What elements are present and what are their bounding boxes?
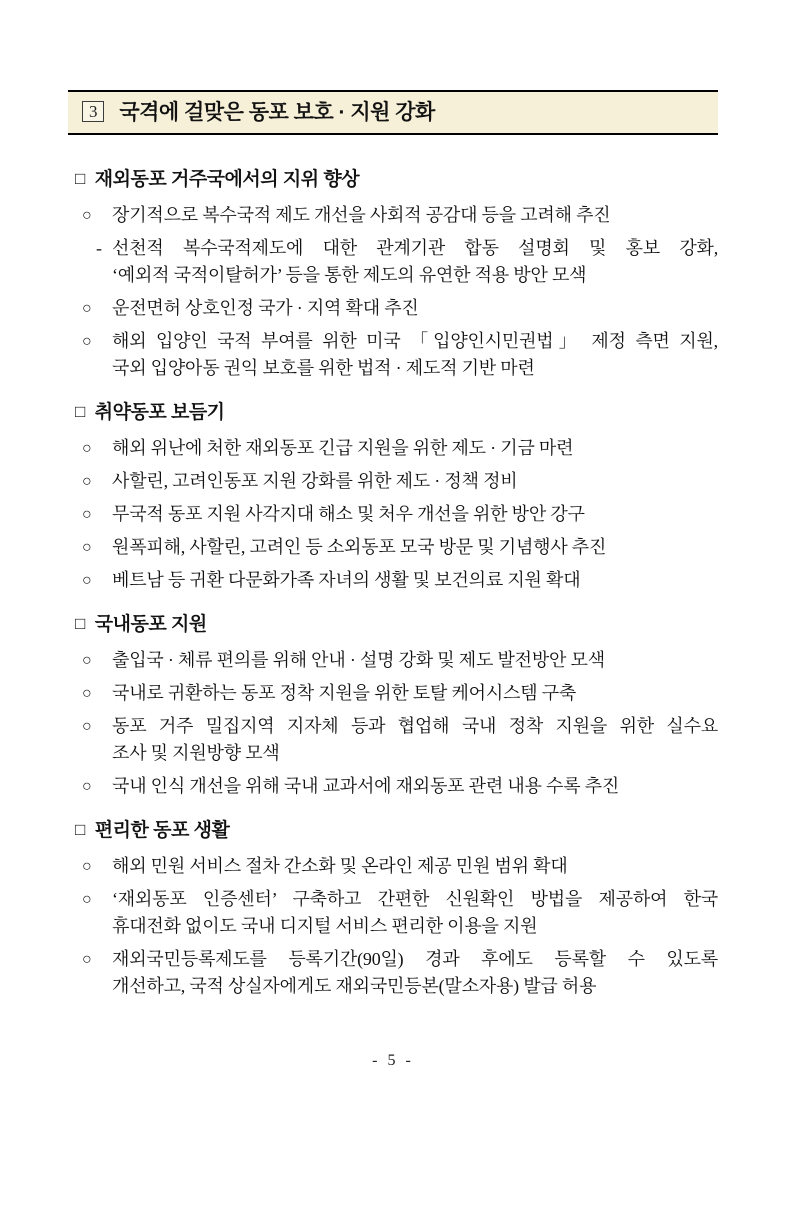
circle-bullet-icon: ○: [82, 473, 92, 490]
circle-bullet-icon: ○: [82, 207, 92, 224]
circle-bullet-icon: ○: [82, 858, 92, 875]
square-marker-icon: □: [75, 820, 85, 839]
section-heading: [68, 396, 718, 429]
bullet-text-line: ‘재외동포 인증센터’ 구축하고 간편한 신원확인 방법을 제공하여 한국: [112, 889, 718, 909]
bullet-text-line: 베트남 등 귀환 다문화가족 자녀의 생활 및 보건의료 지원 확대: [112, 570, 581, 590]
circle-bullet-icon: ○: [82, 539, 92, 556]
circle-bullet-icon: ○: [82, 778, 92, 795]
bullet-text-line: 출입국 · 체류 편의를 위해 안내 · 설명 강화 및 제도 발전방안 모색: [112, 650, 605, 670]
bullet-text-line: 사할린, 고려인동포 지원 강화를 위한 제도 · 정책 정비: [112, 471, 518, 491]
sub-bullet-item: [68, 235, 718, 289]
circle-bullet-icon: ○: [82, 300, 92, 317]
bullet-text-line: 해외 입양인 국적 부여를 위한 미국 「입양인시민권법」 제정 측면 지원,: [112, 331, 718, 351]
section-heading: [68, 163, 718, 196]
square-marker-icon: □: [75, 614, 85, 633]
section-overseas-status: [68, 163, 718, 382]
bullet-text-line: 선천적 복수국적제도에 대한 관계기관 합동 설명회 및 홍보 강화,: [112, 238, 718, 258]
bullet-item: [68, 468, 718, 495]
section-convenient-life: [68, 814, 718, 1000]
bullet-item: [68, 501, 718, 528]
square-marker-icon: □: [75, 402, 85, 421]
bullet-text-line: 개선하고, 국적 상실자에게도 재외국민등본(말소자용) 발급 허용: [112, 976, 597, 996]
section-heading-label: 재외동포 거주국에서의 지위 향상: [94, 169, 360, 190]
bullet-text-line: 재외국민등록제도를 등록기간(90일) 경과 후에도 등록할 수 있도록: [112, 949, 718, 969]
circle-bullet-icon: ○: [82, 891, 92, 908]
circle-bullet-icon: ○: [82, 718, 92, 735]
section-heading-label: 국내동포 지원: [94, 614, 207, 635]
circle-bullet-icon: ○: [82, 440, 92, 457]
bullet-text-line: 무국적 동포 지원 사각지대 해소 및 처우 개선을 위한 방안 강구: [112, 504, 585, 524]
section-heading-label: 취약동포 보듬기: [94, 402, 225, 423]
square-marker-icon: □: [75, 169, 85, 188]
circle-bullet-icon: ○: [82, 506, 92, 523]
bullet-text-line: 국내 인식 개선을 위해 국내 교과서에 재외동포 관련 내용 수록 추진: [112, 776, 620, 796]
bullet-text-line: 해외 위난에 처한 재외동포 긴급 지원을 위한 제도 · 기금 마련: [112, 438, 574, 458]
page-number: - 5 -: [372, 1052, 414, 1069]
bullet-text-line: 조사 및 지원방향 모색: [112, 743, 280, 763]
circle-bullet-icon: ○: [82, 333, 92, 350]
bullet-item: [68, 295, 718, 322]
title-number-box: 3: [82, 101, 104, 122]
circle-bullet-icon: ○: [82, 572, 92, 589]
section-heading: [68, 608, 718, 641]
bullet-text-line: 원폭피해, 사할린, 고려인 등 소외동포 모국 방문 및 기념행사 추진: [112, 537, 607, 557]
bullet-text-line: 국내로 귀환하는 동포 정착 지원을 위한 토탈 케어시스템 구축: [112, 683, 577, 703]
dash-bullet-icon: -: [96, 238, 102, 258]
bullet-text-line: 운전면허 상호인정 국가 · 지역 확대 추진: [112, 298, 419, 318]
bullet-item: [68, 534, 718, 561]
bullet-item: [68, 647, 718, 674]
section-domestic-support: [68, 608, 718, 800]
section-heading-label: 편리한 동포 생활: [94, 820, 230, 841]
section-heading: [68, 814, 718, 847]
section-vulnerable-compatriots: [68, 396, 718, 594]
circle-bullet-icon: ○: [82, 951, 92, 968]
bullet-text-line: 장기적으로 복수국적 제도 개선을 사회적 공감대 등을 고려해 추진: [112, 205, 611, 225]
bullet-item: [68, 202, 718, 229]
bullet-item: [68, 680, 718, 707]
bullet-item: [68, 853, 718, 880]
page-title: 국격에 걸맞은 동포 보호 · 지원 강화: [119, 101, 435, 124]
bullet-text-line: 동포 거주 밀집지역 지자체 등과 협업해 국내 정착 지원을 위한 실수요: [112, 716, 718, 736]
circle-bullet-icon: ○: [82, 685, 92, 702]
bullet-item: [68, 773, 718, 800]
circle-bullet-icon: ○: [82, 652, 92, 669]
bullet-item: [68, 886, 718, 940]
bullet-text-line: 해외 민원 서비스 절차 간소화 및 온라인 제공 민원 범위 확대: [112, 856, 568, 876]
bullet-item: [68, 946, 718, 1000]
document-page: [0, 90, 718, 1070]
bullet-item: [68, 328, 718, 382]
bullet-item: [68, 713, 718, 767]
bullet-item: [68, 567, 718, 594]
bullet-text-line: ‘예외적 국적이탈허가’ 등을 통한 제도의 유연한 적용 방안 모색: [112, 265, 587, 285]
title-banner: [68, 90, 718, 135]
bullet-text-line: 국외 입양아동 권익 보호를 위한 법적 · 제도적 기반 마련: [112, 358, 535, 378]
bullet-text-line: 휴대전화 없이도 국내 디지털 서비스 편리한 이용을 지원: [112, 916, 538, 936]
bullet-item: [68, 435, 718, 462]
